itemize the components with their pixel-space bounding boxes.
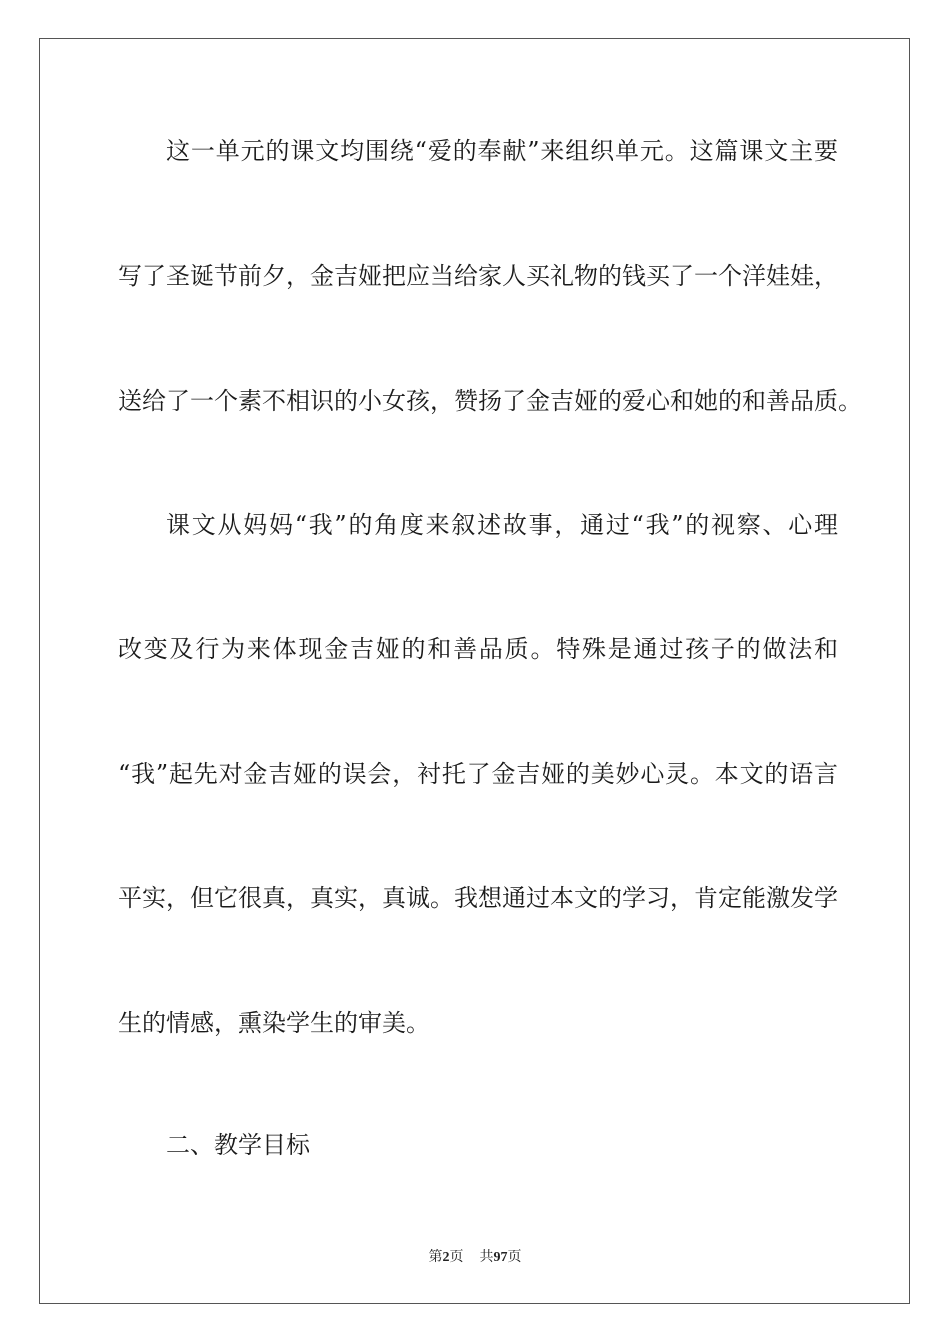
paragraph-line: 改变及行为来体现金吉娅的和善品质。特殊是通过孩子的做法和 (118, 635, 838, 663)
paragraph-line: “我”起先对金吉娅的误会，衬托了金吉娅的美妙心灵。本文的语言 (118, 760, 838, 788)
paragraph-line: 生的情感，熏染学生的审美。 (118, 1009, 430, 1037)
footer-total-suffix: 页 (507, 1249, 522, 1265)
paragraph-line: 平实，但它很真，真实，真诚。我想通过本文的学习，肯定能激发学 (118, 884, 838, 912)
footer-page-number: 2 (442, 1250, 450, 1265)
page-footer (0, 1247, 950, 1268)
footer-page-suffix: 页 (449, 1249, 464, 1265)
paragraph-line: 课文从妈妈“我”的角度来叙述故事，通过“我”的视察、心理 (166, 511, 838, 539)
section-heading: 二、教学目标 (166, 1131, 310, 1159)
footer-total-prefix: 共 (479, 1249, 494, 1265)
paragraph-line: 这一单元的课文均围绕“爱的奉献”来组织单元。这篇课文主要 (166, 137, 838, 165)
paragraph-line: 送给了一个素不相识的小女孩，赞扬了金吉娅的爱心和她的和善品质。 (118, 387, 862, 415)
footer-page-prefix: 第 (428, 1249, 443, 1265)
page-border (39, 38, 910, 1304)
paragraph-line: 写了圣诞节前夕，金吉娅把应当给家人买礼物的钱买了一个洋娃娃， (118, 262, 838, 290)
footer-total-number: 97 (493, 1250, 508, 1265)
